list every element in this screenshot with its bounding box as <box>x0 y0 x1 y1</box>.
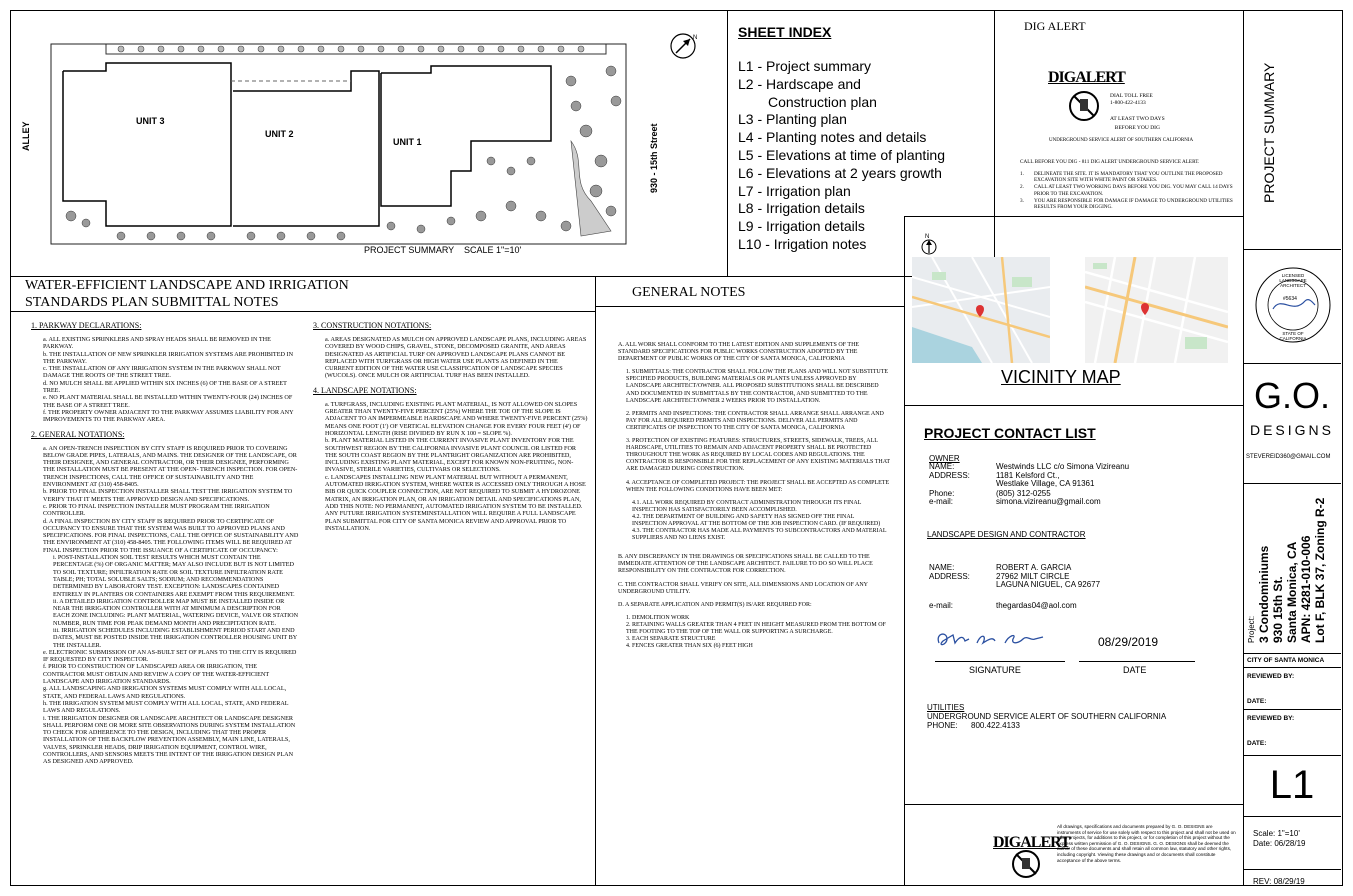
general-note-item: 1. SUBMITTALS: THE CONTRACTOR SHALL FOLLOW THE PLANS AND WILL NOT SUBSTITUTE SPECIFIED PRODUCTS, BUILDING MATERIALS OR PLANTS UNLESS APPROVED BY LANDSCAPE ARCHITECT/OWNER. ALL PROPOSED SUBSTITUTIONS SHALL BE DESCRIBED AND DOCUMENTED IN SUBMITTALS BY THE CONTRACTOR, AND SUBMITTED TO THE LANDSCAPE ARCHITECT/OWNER 2 WEEKS PRIOR TO INSTALLATION. <box>626 369 889 404</box>
owner-phone-label: Phone: <box>929 488 955 498</box>
general-note-item: 3. PROTECTION OF EXISTING FEATURES: STRUCTURES, STREETS, SIDEWALK, TREES, ALL HARDSCAPE, UTILITIES TO REMAIN AND ADJACENT PROPERTY SHALL BE PROTECTED THROUGHOUT THE WORK AS REQUIRED BY LOCAL CODES AND REGULATIONS. THE CONTRACTOR IS RESPONSIBLE FOR THE REPLACEMENT OF ANY EXISTING MATERIALS THAT ARE DAMAGED DURING CONSTRUCTION. <box>626 438 890 473</box>
dig-alert-line1: DIAL TOLL FREE <box>1110 93 1153 99</box>
section-heading: 3. CONSTRUCTION NOTATIONS: <box>313 321 432 330</box>
dig-alert-title: DIG ALERT <box>1024 19 1086 33</box>
vicinity-map-left <box>912 257 1050 363</box>
owner-phone: (805) 312-0255 <box>996 488 1051 498</box>
ld-email-label: e-mail: <box>929 601 954 610</box>
general-note-d-item: 2. RETAINING WALLS GREATER THAN 4 FEET IN HEIGHT MEASURED FROM THE BOTTOM OF THE FOOTING TO THE TOP OF THE WALL OR SUPPORTING A SURCHARGE. <box>626 621 886 635</box>
alley-label: ALLEY <box>21 121 31 151</box>
sheet-index-item: L8 - Irrigation details <box>738 200 865 217</box>
date-label: DATE <box>1123 665 1147 675</box>
owner-email: simona.vizireanu@gmail.com <box>996 497 1101 507</box>
sheet-index-item: L10 - Irrigation notes <box>738 235 867 252</box>
dig-alert-line2: 1-800-422-4133 <box>1110 100 1146 106</box>
general-note-d-item: 4. FENCES GREATER THAN SIX (6) FEET HIGH <box>626 643 753 650</box>
dig-alert-step: 1. DELINEATE THE SITE. IT IS MANDATORY THAT YOU OUTLINE THE PROPOSED EXCAVATION SITE WITH WHITE PAINT OR STAKES. <box>1020 171 1223 184</box>
project-line: Lot F, BLK 37, Zoning R-2 <box>1313 497 1327 643</box>
project-summary-vertical: PROJECT SUMMARY <box>1261 62 1277 203</box>
water-notes-title-2: STANDARDS PLAN SUBMITTAL NOTES <box>25 295 279 310</box>
note-item: c. PRIOR TO FINAL INSPECTION INSTALLER MUST PROGRAM THE IRRIGATION CONTROLLER. <box>43 502 270 518</box>
company-sub: DESIGNS <box>1249 422 1334 438</box>
sheet-index-item: Construction plan <box>768 93 877 110</box>
date-1: DATE: <box>1247 698 1267 705</box>
sheet-index-item: L2 - Hardscape and <box>738 75 861 92</box>
dig-alert-line3: AT LEAST TWO DAYS <box>1110 116 1165 122</box>
note-item: b. PLANT MATERIAL LISTED IN THE CURRENT INVASIVE PLANT INVENTORY FOR THE SOUTHWEST REGION BY THE CALIFORNIA INVASIVE PLANT COUNCIL OR LISTED FOR THE SOUTH COAST REGION BY THE PLANTRIGHT ORGANIZATION ARE PROHIBITED, INCLUDING EXISTING PLANT MATERIAL, EXCEPT FOR KNOWN NON-FRUITING, NON-INVASIVE, STERILE VARIETIES, CULTIVARS OR SELECTIONS. <box>325 437 577 474</box>
site-plan-caption: PROJECT SUMMARY SCALE 1"=10' <box>364 245 522 255</box>
project-line: Santa Monica, CA <box>1285 541 1299 643</box>
site-plan-panel <box>10 10 728 277</box>
dig-alert-logo: DIGALERT <box>1048 69 1125 86</box>
city-label: CITY OF SANTA MONICA <box>1247 657 1325 664</box>
ld-address-1: 27962 MILT CIRCLE <box>996 571 1070 581</box>
section-heading: 4. LANDSCAPE NOTATIONS: <box>313 385 417 395</box>
note-item: b. PRIOR TO FINAL INSPECTION INSTALLER SHALL TEST THE IRRIGATION SYSTEM TO VERIFY THAT IT MEETS THE APPROVED DESIGN AND SPECIFICATIONS. <box>43 488 293 503</box>
note-item: d. A FINAL INSPECTION BY CITY STAFF IS REQUIRED PRIOR TO CERTIFICATE OF OCCUPANCY TO ENSURE THAT THE SYSTEM WAS BUILT TO APPROVED PLANS AND SPECIFICATIONS. FOR FINAL INSPECTIONS, CALL THE OFFICE OF SUSTAINABILITY AND THE ENVIRONMENT AT (310) 458-8405. THE FOLLOWING ITEMS WILL BE REQUIRED AT FINAL INSPECTION PRIOR TO THE ISSUANCE OF A CERTIFICATE OF OCCUPANCY: <box>43 517 299 554</box>
sheet-index-item: L5 - Elevations at time of planting <box>738 146 946 163</box>
footer-copyright-note: All drawings, specifications and documents prepared by G. O. DESIGNS are instruments of service for use solely with respect to this project and shall not be used on other projects, for additions to this project, or for completion of this project without the express written permission of G. O. DESIGNS. G. O. DESIGNS shall be deemed the author of these documents and shall retain all common law, statutory and other rights, including copyright. Viewing these drawings and or documents shall constitute acceptance of the above terms. <box>1057 824 1236 863</box>
general-note-b: B. ANY DISCREPANCY IN THE DRAWINGS OR SPECIFICATIONS SHALL BE CALLED TO THE IMMEDIATE ATTENTION OF THE LANDSCAPE ARCHITECT. FAILURE TO DO SO WILL PLACE RESPONSIBILITY ON THE CONTRACTOR FOR CORRECTION. <box>618 554 873 575</box>
ld-address-label: ADDRESS: <box>929 571 970 581</box>
dig-alert-step: 3. YOU ARE RESPONSIBLE FOR DAMAGE IF DAMAGE TO UNDERGROUND UTILITIES RESULTS FROM YOUR DIGGING. <box>1020 197 1233 211</box>
dig-alert-panel <box>994 10 1244 217</box>
footer-logo-icon <box>1009 848 1043 880</box>
scale-text: Scale: 1"=10' <box>1253 829 1300 838</box>
date-text: Date: 06/28/19 <box>1253 839 1306 848</box>
general-note-subitem: 4.3. THE CONTRACTOR HAS MADE ALL PAYMENTS TO SUBCONTRACTORS AND MATERIAL SUPPLIERS AND NO LIENS EXIST. <box>632 528 887 542</box>
sheet-index-item: L4 - Planting notes and details <box>738 129 927 146</box>
general-note-item: 4. ACCEPTANCE OF COMPLETED PROJECT: THE PROJECT SHALL BE ACCEPTED AS COMPLETE WHEN THE FOLLOWING CONDITIONS HAVE BEEN MET: <box>626 479 890 493</box>
note-item: f. PRIOR TO CONSTRUCTION OF LANDSCAPED AREA OR IRRIGATION, THE CONTRACTOR MUST OBTAIN AND REVIEW A COPY OF THE WATER-EFFICIENT LANDSCAPE AND IRRIGATION STANDARDS. <box>43 663 269 686</box>
note-item: i. POST-INSTALLATION SOIL TEST RESULTS WHICH MUST CONTAIN THE PERCENTAGE (%) OF ORGANIC MATTER; MAY ALSO INCLUDE BUT IS NOT LIMITED TO SOIL TEXTURE; INFILTRATION RATE OR SOIL TEXTURE INFILTRATION RATE TABLE; PH; TOTAL SOLUBLE SALTS; SODIUM; AND RECOMMENDATIONS DETERMINED BY LABORATORY TEST. EXCEPTION: LANDSCAPES CONTAINED ENTIRELY IN PLANTERS OR CONTAINERS ARE EXEMPT FROM THIS REQUIREMENT. <box>53 554 295 598</box>
water-notes-title-1: WATER-EFFICIENT LANDSCAPE AND IRRIGATION <box>25 278 349 293</box>
general-note-subitem: 4.2. THE DEPARTMENT OF BUILDING AND SAFETY HAS SIGNED OFF THE FINAL INSPECTION APPROVAL AT THE BOTTOM OF THE JOB INSPECTION CARD. (IF REQUIRED) <box>632 513 881 527</box>
ld-address-2: LAGUNA NIGUEL, CA 92677 <box>996 580 1101 590</box>
utilities-heading: UTILITIES <box>927 703 965 712</box>
title-block <box>1243 10 1343 886</box>
owner-email-label: e-mail: <box>929 497 954 507</box>
signature-label: SIGNATURE <box>969 665 1021 675</box>
rev-text: REV: 08/29/19 <box>1253 877 1305 886</box>
owner-name-label: NAME: <box>929 462 955 471</box>
note-item: f. THE PROPERTY OWNER ADJACENT TO THE PARKWAY ASSUMES LIABILITY FOR ANY IMPROVEMENTS TO THE PARKWAY AREA. <box>43 408 294 424</box>
dig-alert-line5: UNDERGROUND SERVICE ALERT OF SOUTHERN CALIFORNIA <box>1049 138 1194 143</box>
ld-name: ROBERT A. GARCIA <box>996 563 1072 572</box>
general-note-d-item: 3. EACH SEPARATE STRUCTURE <box>626 636 716 643</box>
unit-3-label: UNIT 3 <box>136 116 165 126</box>
note-item: h. THE IRRIGATION SYSTEM MUST COMPLY WITH ALL LOCAL, STATE, AND FEDERAL LAWS AND REGULATIONS. <box>43 699 289 715</box>
note-item: a. TURFGRASS, INCLUDING EXISTING PLANT MATERIAL, IS NOT ALLOWED ON SLOPES GREATER THAN TWENTY-FIVE PERCENT (25%) WHERE THE TOE OF THE SLOPE IS ADJACENT TO AN IMPERMEABLE HARDSCAPE AND WHERE TWENTY-FIVE PERCENT (25%) MEANS ONE FOOT (1') OF VERTICAL ELEVATION CHANGE FOR EVERY FOUR FEET (4') OF HORIZONTAL LENGTH (RISE DIVIDED BY RUN X 100 = SLOPE %). <box>325 400 588 437</box>
ld-email: thegardas04@aol.com <box>996 601 1077 610</box>
note-item: iii. IRRIGATION SCHEDULES INCLUDING ESTABLISHMENT PERIOD START AND END DATES, MUST BE POSTED INSIDE THE IRRIGATION CONTROLLER HOUSING UNIT BY THE INSTALLER. <box>53 626 298 649</box>
section-heading: 1. PARKWAY DECLARATIONS: <box>31 321 142 330</box>
utilities-phone: 800.422.4133 <box>971 721 1020 730</box>
note-item: a. ALL EXISTING SPRINKLERS AND SPRAY HEADS SHALL BE REMOVED IN THE PARKWAY. <box>43 336 271 351</box>
water-efficient-notes-panel <box>10 276 596 886</box>
general-notes-body <box>618 342 890 650</box>
landscape-designer-heading: LANDSCAPE DESIGN AND CONTRACTOR <box>927 530 1086 539</box>
note-item: g. ALL LANDSCAPING AND IRRIGATION SYSTEMS MUST COMPLY WITH ALL LOCAL, STATE, AND FEDERAL LAWS AND REGULATIONS. <box>43 685 287 700</box>
reviewed-by-1: REVIEWED BY: <box>1247 673 1295 680</box>
signature-image <box>933 625 1063 653</box>
sheet-index-title: SHEET INDEX <box>738 24 832 40</box>
dig-alert-call-before: CALL BEFORE YOU DIG - 811 DIG ALERT UNDERGROUND SERVICE ALERT. <box>1020 159 1200 165</box>
project-line: APN: 4281-010-006 <box>1299 535 1313 643</box>
project-label: Project: <box>1247 615 1256 643</box>
owner-address-label: ADDRESS: <box>929 470 970 480</box>
seal-number: #5634 <box>1283 296 1297 302</box>
dig-alert-step: 2. CALL AT LEAST TWO WORKING DAYS BEFORE YOU DIG. YOU MAY CALL 14 DAYS PRIOR TO THE EXCAVATION. <box>1020 184 1233 197</box>
company-name: G.O. <box>1253 375 1330 416</box>
footer-logo: DIGALERT <box>993 834 1070 851</box>
company-email: STEVEREID360@GMAIL.COM <box>1246 454 1331 460</box>
reviewed-by-2: REVIEWED BY: <box>1247 715 1295 722</box>
vicinity-panel <box>904 216 1244 406</box>
svg-text:N: N <box>693 35 698 41</box>
general-note-item: 2. PERMITS AND INSPECTIONS: THE CONTRACTOR SHALL ARRANGE SHALL ARRANGE AND PAY FOR ALL REQUIRED PERMITS AND INSPECTIONS. DELIVER ALL PERMITS AND CERTIFICATES OF INSPECTION TO THE CITY OF SANTA MONICA, CALIFORNIA <box>626 410 884 431</box>
dig-alert-line4: BEFORE YOU DIG <box>1114 125 1160 131</box>
general-note-d: D. A SEPARATE APPLICATION AND PERMIT(S) IS/ARE REQUIRED FOR: <box>618 601 812 608</box>
sheet-index-item: L6 - Elevations at 2 years growth <box>738 164 942 181</box>
note-item: a. AREAS DESIGNATED AS MULCH ON APPROVED LANDSCAPE PLANS, INCLUDING AREAS COVERED BY WOOD CHIPS, GRAVEL, STONE, DECOMPOSED GRANITE, AND AREAS DESIGNATED AS ARTIFICIAL TURF ON APPROVED LANDSCAPE PLANS CANNOT BE REPLACED WITH TURFGRASS OR HIGH WATER USE PLANTS AS DEFINED IN THE CURRENT EDITION OF THE WATER USE CLASSIFICATION OF LANDSCAPE SPECIES (WUCOLS). ONCE MULCH OR ARTIFICIAL TURF HAS BEEN INSTALLED. <box>325 336 587 380</box>
seal-text: LICENSED LANDSCAPE ARCHITECT <box>1279 273 1307 288</box>
sheet-number: L1 <box>1269 763 1315 807</box>
date-2: DATE: <box>1247 740 1267 747</box>
note-item: b. THE INSTALLATION OF NEW SPRINKLER IRRIGATION SYSTEMS ARE PROHIBITED IN THE PARKWAY. <box>43 350 294 365</box>
sheet-index-item: L3 - Planting plan <box>738 111 847 128</box>
dig-alert-logo-icon <box>1066 89 1102 123</box>
note-item: c. LANDSCAPES INSTALLING NEW PLANT MATERIAL BUT WITHOUT A PERMANENT, AUTOMATED IRRIGATION SYSTEM, WHERE WATER IS ACCESSED ONLY THROUGH A HOSE BIB OR QUICK COUPLER CONNECTION, ARE NOT REQUIRED TO SUBMIT A HYDROZONE MATRIX, AN IRRIGATION PLAN, OR AN IRRIGATION DETAIL AND SPECIFICATIONS PLAN, ADD THIS NOTE: NO PERMANENT, AUTOMATED IRRIGATION SYSTEM TO BE INSTALLED. ANY FUTURE IRRIGATION SYSTEMINSTALLATION WILL REQUIRE A FULL LANDSCAPE PLAN SUBMITTAL FOR CITY OF SANTA MONICA REVIEW AND APPROVAL PRIOR TO INSTALLATION. <box>325 473 586 532</box>
seal-bottom: STATE OF CALIFORNIA <box>1279 331 1307 341</box>
contact-panel <box>904 405 1244 805</box>
general-note-a: A. ALL WORK SHALL CONFORM TO THE LATEST EDITION AND SUPPLEMENTS OF THE STANDARD SPECIFICATIONS FOR PUBLIC WORKS CONSTRUCTION ADOPTED BY THE DEPARTMENT OF PUBLIC WORKS OF THE CITY OF SANTA MONICA, CALIFORNIA <box>618 342 860 363</box>
note-item: i. THE IRRIGATION DESIGNER OR LANDSCAPE ARCHITECT OR LANDSCAPE DESIGNER SHALL PERFORM ONE OR MORE SITE OBSERVATIONS DURING SYSTEM INSTALLATION TO CHECK FOR ADHERENCE TO THE DESIGN, INCLUDING THAT THE PROPER INSTALLATION OF THE BACKFLOW PREVENTION ASSEMBLY, MAIN LINE, LATERALS, VALVES, SPRINKLER HEADS, DRIP IRRIGATION EQUIPMENT, CONTROL WIRE, CONTROLLERS, AND SENSORS MEETS THE INTENT OF THE IRRIGATION DESIGN PLAN AS DESIGNED AND APPROVED. <box>43 714 296 766</box>
general-note-c: C. THE CONTRACTOR SHALL VERIFY ON SITE, ALL DIMENSIONS AND LOCATION OF ANY UNDERGROUND UTILITY. <box>618 581 868 595</box>
water-notes-col-right <box>313 321 588 532</box>
water-notes-col-left <box>31 321 299 766</box>
general-notes-title: GENERAL NOTES <box>632 285 746 300</box>
note-item: e. ELECTRONIC SUBMISSION OF AN AS-BUILT SET OF PLANS TO THE CITY IS REQUIRED IF REQUESTED BY CITY INSPECTOR. <box>43 648 297 664</box>
unit-2-label: UNIT 2 <box>265 129 294 139</box>
site-plan-drawing <box>11 11 727 276</box>
owner-address-1: 1181 Kelsford Ct., <box>996 470 1060 480</box>
unit-1-label: UNIT 1 <box>393 137 422 147</box>
note-item: d. NO MULCH SHALL BE APPLIED WITHIN SIX INCHES (6) OF THE BASE OF A STREET TREE. <box>43 379 287 395</box>
contact-title: PROJECT CONTACT LIST <box>924 425 1096 441</box>
sheet-index-item: L7 - Irrigation plan <box>738 182 851 199</box>
project-line: 930 15th St. <box>1271 576 1285 643</box>
vicinity-map-title: VICINITY MAP <box>1001 367 1121 387</box>
sheet-index-item: L9 - Irrigation details <box>738 218 865 235</box>
owner-name: Westwinds LLC c/o Simona Vizireanu <box>996 462 1130 471</box>
note-item: ii. A DETAILED IRRIGATION CONTROLLER MAP MUST BE INSTALLED INSIDE OR NEAR THE IRRIGATION CONTROLLER WITH AT MINIMUM A DESCRIPTION FOR EACH ZONE INCLUDING: PLANT MATERIAL, WATERING DEVICE, VALVE OR STATION NUMBER, RUN TIME FOR PEAK DEMAND MONTH AND PRECIPITATION RATE. <box>53 597 299 627</box>
owner-heading: OWNER <box>929 454 960 463</box>
street-label: 930 - 15th Street <box>649 123 659 193</box>
general-notes-panel <box>595 276 905 886</box>
north-arrow-icon <box>919 231 939 255</box>
note-item: c. THE INSTALLATION OF ANY IRRIGATION SYSTEM IN THE PARKWAY SHALL NOT DAMAGE THE ROOTS OF THE STREET TREE. <box>43 365 281 380</box>
owner-address-2: Westlake Village, CA 91361 <box>996 479 1095 489</box>
signature-date: 08/29/2019 <box>1098 635 1159 649</box>
note-item: e. NO PLANT MATERIAL SHALL BE INSTALLED WITHIN TWENTY-FOUR (24) INCHES OF THE BASE OF A STREET TREE. <box>43 394 293 409</box>
ld-name-label: NAME: <box>929 563 955 572</box>
general-note-subitem: 4.1. ALL WORK REQUIRED BY CONTRACT ADMINISTRATION THROUGH ITS FINAL INSPECTION HAS SATISFACTORILY BEEN ACCOMPLISHED. <box>632 499 862 513</box>
utilities-name: UNDERGROUND SERVICE ALERT OF SOUTHERN CALIFORNIA <box>927 712 1167 721</box>
vicinity-map-right <box>1085 257 1228 363</box>
utilities-phone-label: PHONE: <box>927 721 958 730</box>
note-item: a. AN OPEN-TRENCH INSPECTION BY CITY STAFF IS REQUIRED PRIOR TO COVERING BELOW GRADE PIPES, LATERALS, AND MAINS. THE DESIGNER OF THE LANDSCAPE, OR THEIR DESIGNEE, AND GENERAL CONTRACTOR, OR THEIR DESIGNEE, PERFORMING THE INSTALLATION MUST BE PRESENT AT THE OPEN- TRENCH INSPECTION. FOR OPEN-TRENCH INSPECTIONS, CALL THE OFFICE OF SUSTAINABILITY AND THE ENVIRONMENT AT (310) 458-8405. <box>43 444 298 489</box>
project-line: 3 Condominiums <box>1257 545 1271 643</box>
footer-panel <box>904 804 1244 886</box>
section-heading: 2. GENERAL NOTATIONS: <box>31 429 125 439</box>
general-note-d-item: 1. DEMOLITION WORK <box>626 614 690 621</box>
svg-text:N: N <box>925 234 930 240</box>
sheet-index-item: L1 - Project summary <box>738 58 872 74</box>
